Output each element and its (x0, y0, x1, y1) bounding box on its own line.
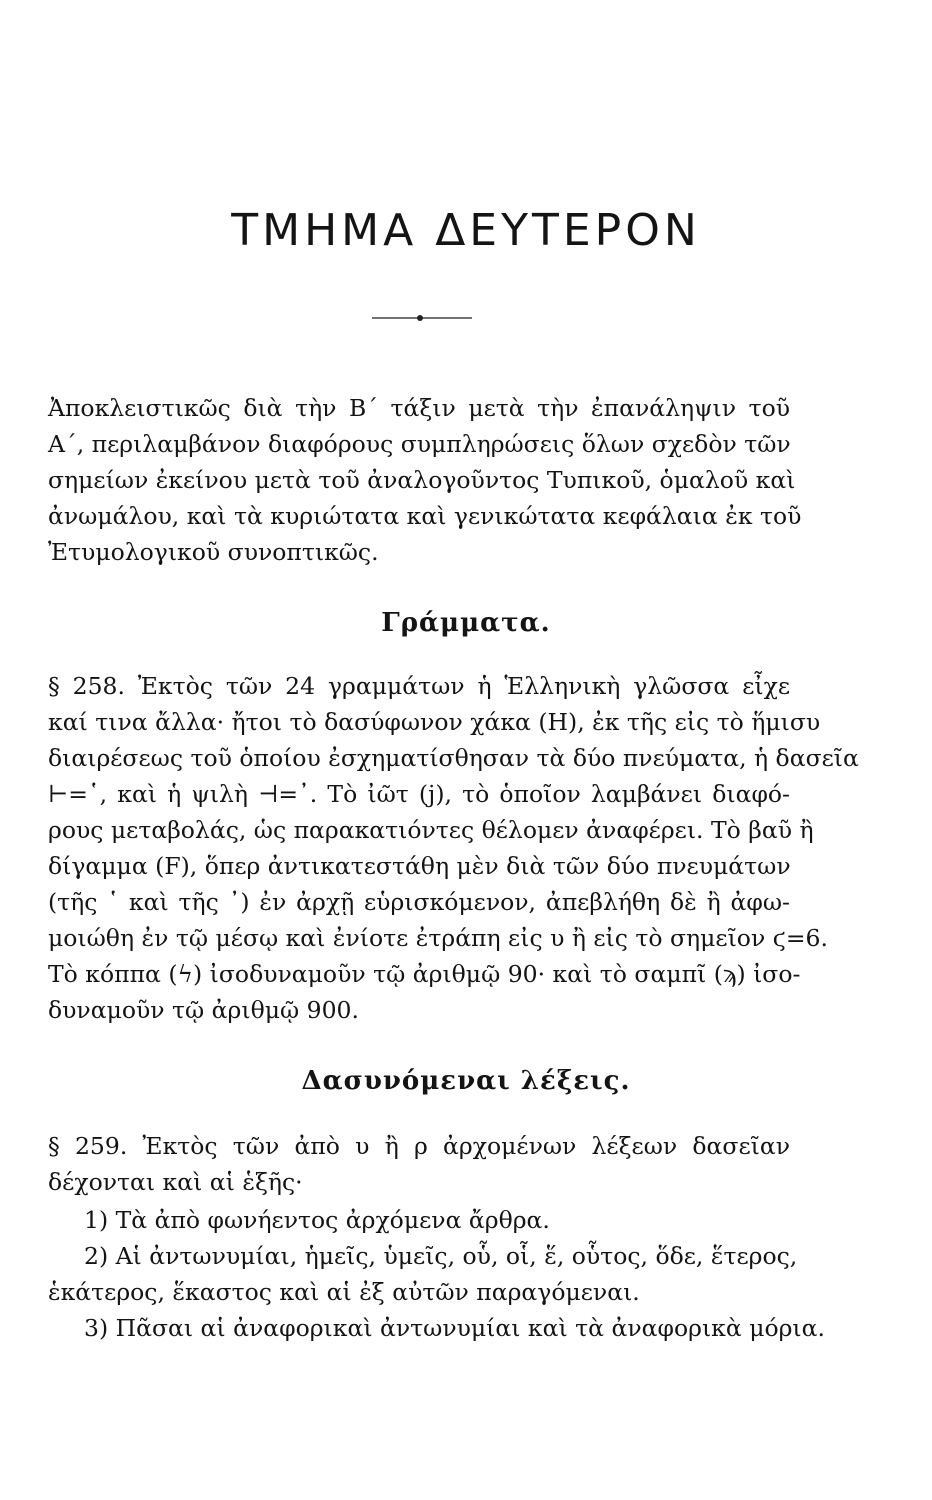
rough-breathing-list (48, 1202, 825, 1346)
list-item-line: 3) Πᾶσαι αἱ ἀναφορικαὶ ἀντωνυμίαι καὶ τὰ ἀναφορικὰ μόρια. (84, 1314, 825, 1342)
para-258-line: διαιρέσεως τοῦ ὁποίου ἐσχηματίσθησαν τὰ δύο πνεύματα, ἡ δασεῖα (48, 744, 859, 772)
list-item-line: 2) Αἱ ἀντωνυμίαι, ἡμεῖς, ὑμεῖς, οὗ, οἷ, ἕ, οὗτος, ὅδε, ἕτερος, (84, 1242, 798, 1270)
intro-line: Α΄, περιλαμβάνον διαφόρους συμπληρώσεις ὅλων σχεδὸν τῶν (48, 430, 791, 458)
section-title: ΤΜΗΜΑ ΔΕΥΤΕΡΟΝ (231, 205, 701, 256)
para-258-line: καί τινα ἄλλα· ἤτοι τὸ δασύφωνον χάκα (Η), ἐκ τῆς εἰς τὸ ἥμισυ (48, 708, 821, 736)
intro-line: Ἀποκλειστικῶς διὰ τὴν Β΄ τάξιν μετὰ τὴν ἐπανάληψιν τοῦ (48, 394, 790, 422)
para-258-line: ⊢=῾, καὶ ἡ ψιλὴ ⊣=᾿. Τὸ ἰῶτ (j), τὸ ὁποῖον λαμβάνει διαφό- (48, 780, 790, 808)
intro-line: Ἐτυμολογικοῦ συνοπτικῶς. (48, 538, 379, 566)
list-item-line: ἑκάτερος, ἕκαστος καὶ αἱ ἐξ αὐτῶν παραγόμεναι. (48, 1278, 640, 1306)
intro-line: σημείων ἐκείνου μετὰ τοῦ ἀναλογοῦντος Τυπικοῦ, ὁμαλοῦ καὶ (48, 466, 796, 494)
para-258-line: § 258. Ἐκτὸς τῶν 24 γραμμάτων ἡ Ἑλληνικὴ γλῶσσα εἶχε (48, 672, 790, 700)
para-258-line: (τῆς ῾ καὶ τῆς ᾿) ἐν ἀρχῇ εὑρισκόμενον, ἀπεβλήθη δὲ ἢ ἀφω- (48, 888, 790, 916)
list-item (48, 1238, 798, 1310)
para-258-line: δυναμοῦν τῷ ἀριθμῷ 900. (48, 996, 359, 1024)
ornament-divider (372, 312, 472, 324)
para-259-line: δέχονται καὶ αἱ ἑξῆς· (48, 1168, 303, 1196)
list-item (48, 1310, 825, 1346)
list-item-line: 1) Τὰ ἀπὸ φωνήεντος ἀρχόμενα ἄρθρα. (84, 1206, 550, 1234)
para-258-line: μοιώθη ἐν τῷ μέσῳ καὶ ἐνίοτε ἐτράπη εἰς υ ἢ εἰς τὸ σημεῖον ϛ=6. (48, 924, 828, 952)
heading-rough-breathing: Δασυνόμεναι λέξεις. (301, 1066, 631, 1096)
para-259-line: § 259. Ἐκτὸς τῶν ἀπὸ υ ἢ ρ ἀρχομένων λέξεων δασεῖαν (48, 1132, 790, 1160)
paragraph-258 (48, 668, 859, 1028)
paragraph-259 (48, 1128, 790, 1200)
intro-paragraph (48, 390, 802, 570)
para-258-line: Τὸ κόππα (ϟ) ἰσοδυναμοῦν τῷ ἀριθμῷ 90· καὶ τὸ σαμπῖ (ϡ) ἰσο- (48, 960, 801, 988)
para-258-line: ρους μεταβολάς, ὡς παρακατιόντες θέλομεν ἀναφέρει. Τὸ βαῦ ἢ (48, 816, 814, 844)
list-item (48, 1202, 790, 1238)
intro-line: ἀνωμάλου, καὶ τὰ κυριώτατα καὶ γενικώτατα κεφάλαια ἐκ τοῦ (48, 502, 802, 530)
heading-letters: Γράμματα. (381, 608, 551, 638)
para-258-line: δίγαμμα (F), ὅπερ ἀντικατεστάθη μὲν διὰ τῶν δύο πνευμάτων (48, 852, 791, 880)
